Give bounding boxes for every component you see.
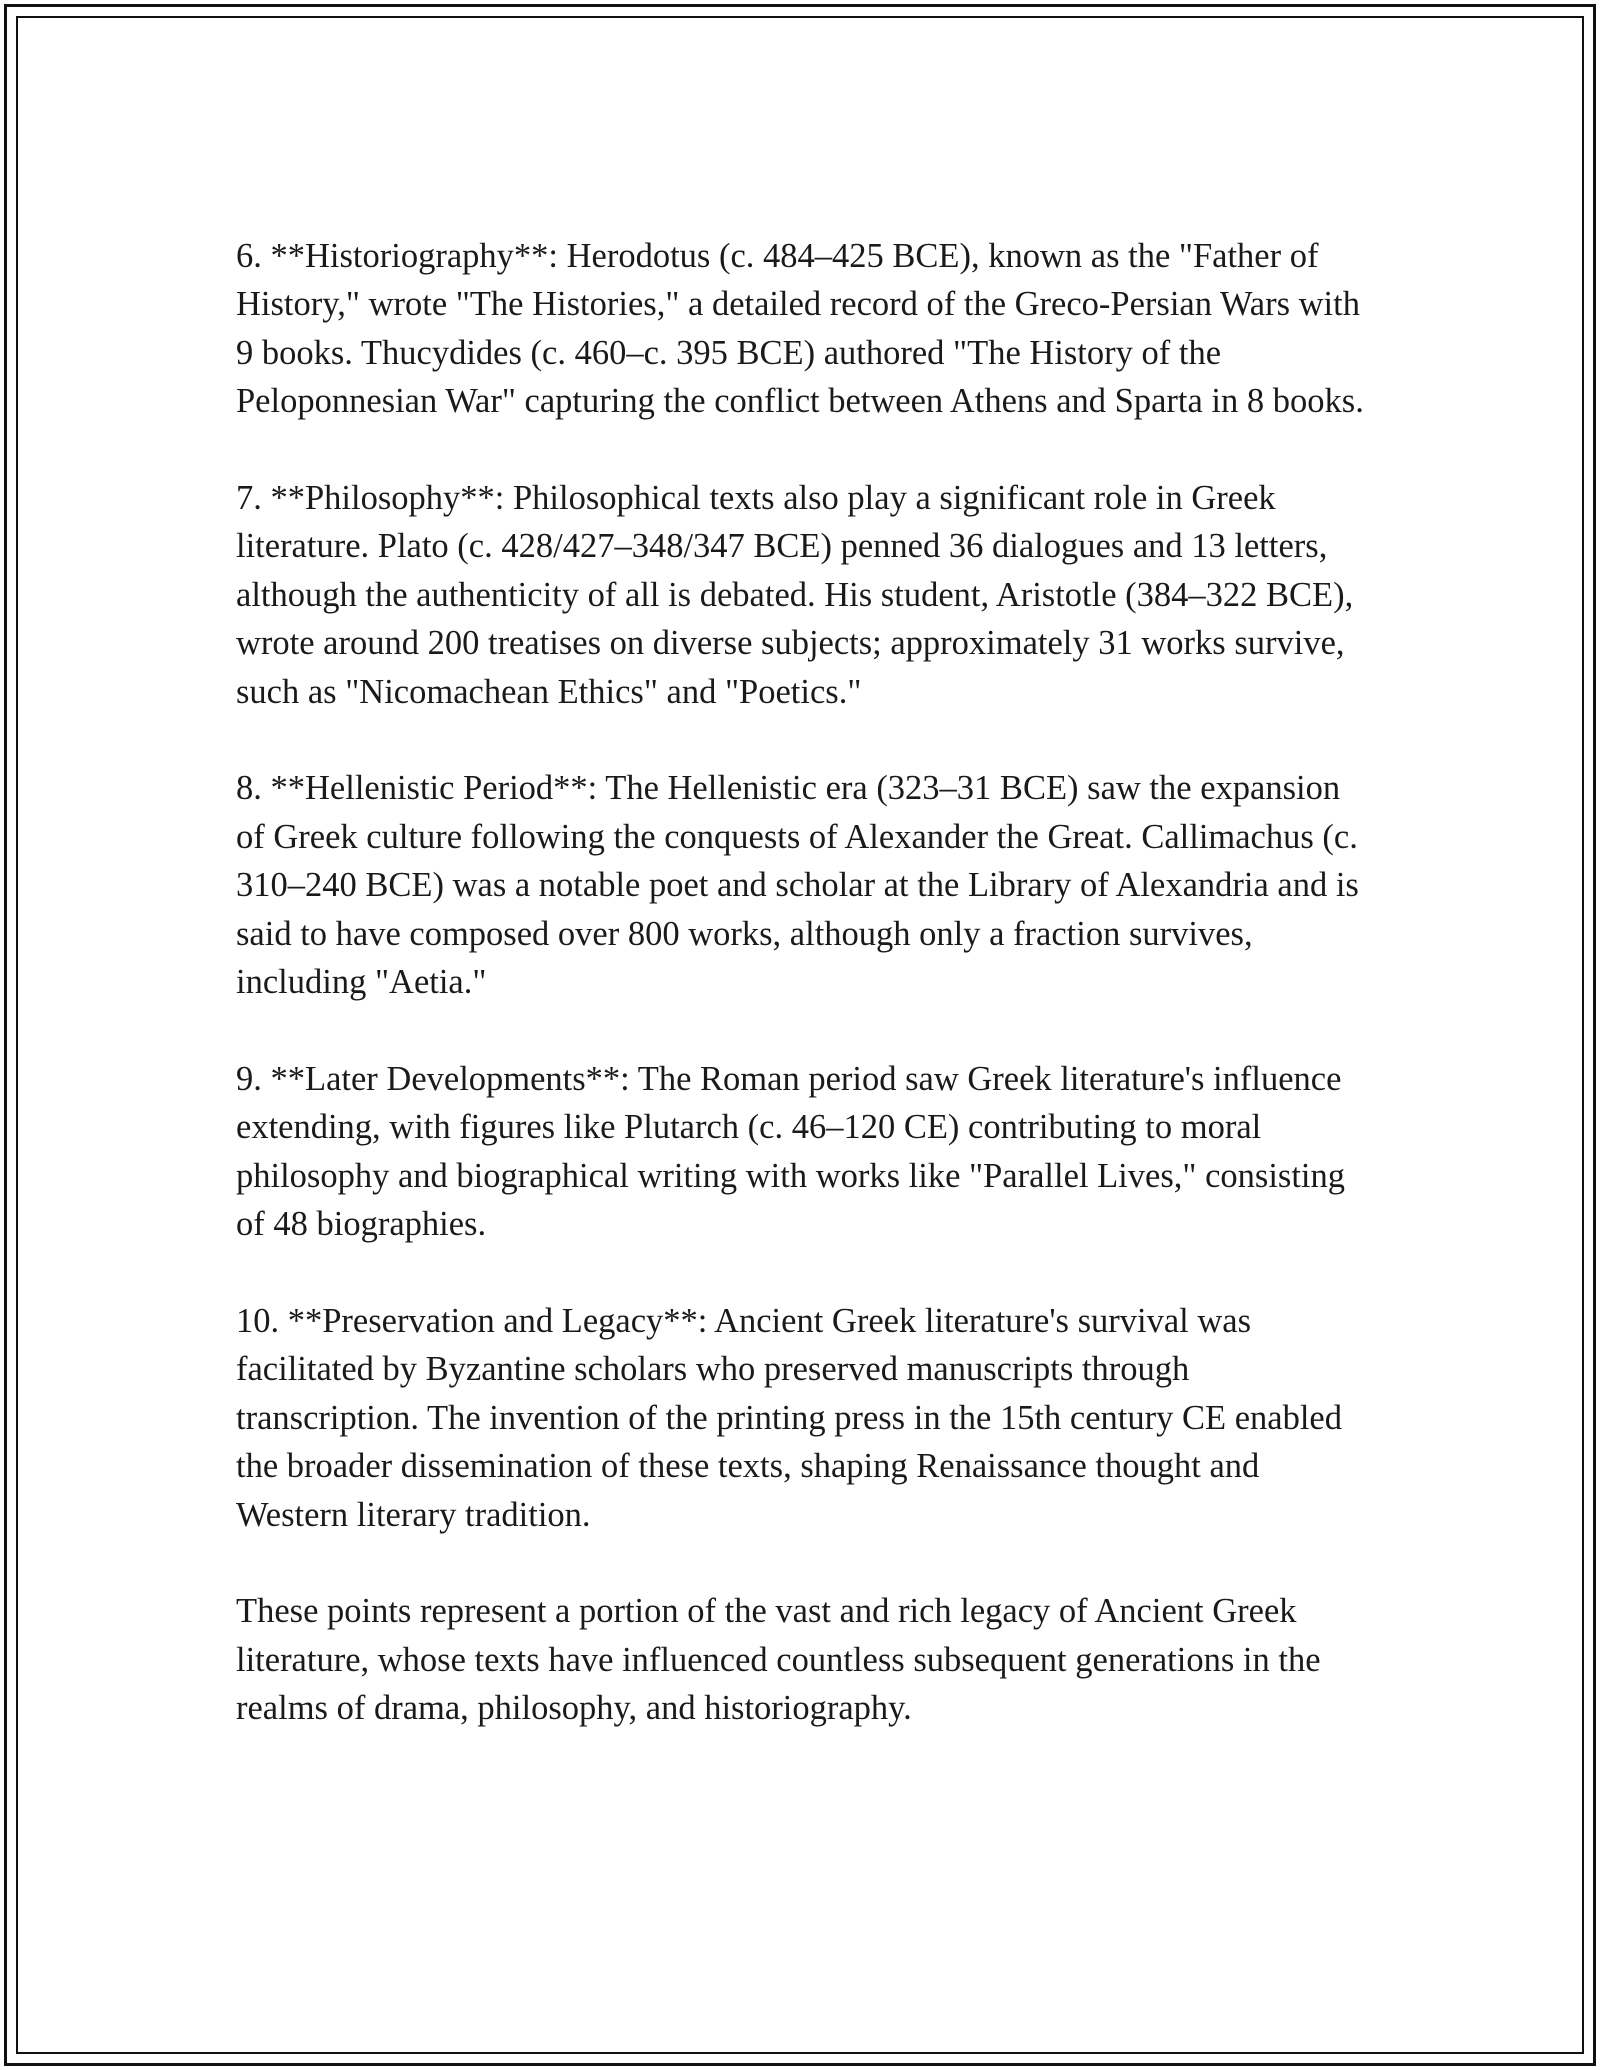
paragraph-historiography: 6. **Historiography**: Herodotus (c. 484–425 BCE), known as the "Father of History," wrote "The Histories," a detailed record of the Greco-Persian Wars with 9 books. Thucydides (c. 460–c. 395 BCE) authored "The History of the Peloponnesian War" capturing the conflict between Athens and Sparta in 8 books. <box>236 237 1364 421</box>
paragraph-later-developments: 9. **Later Developments**: The Roman period saw Greek literature's influence extending, with figures like Plutarch (c. 46–120 CE) contributing to moral philosophy and biographical writing with works like "Parallel Lives," consisting of 48 biographies. <box>236 1059 1346 1244</box>
document-body <box>236 232 1376 1733</box>
paragraph-hellenistic-period: 8. **Hellenistic Period**: The Hellenistic era (323–31 BCE) saw the expansion of Greek culture following the conquests of Alexander the Great. Callimachus (c. 310–240 BCE) was a notable poet and scholar at the Library of Alexandria and is said to have composed over 800 works, although only a fraction survives, including "Aetia." <box>236 769 1359 1002</box>
paragraph-conclusion: These points represent a portion of the vast and rich legacy of Ancient Greek literature, whose texts have influenced countless subsequent generations in the realms of drama, philosophy, and historiography. <box>236 1592 1321 1728</box>
paragraph-preservation-and-legacy: 10. **Preservation and Legacy**: Ancient Greek literature's survival was facilitated by Byzantine scholars who preserved manuscripts through transcription. The invention of the printing press in the 15th century CE enabled the broader dissemination of these texts, shaping Renaissance thought and Western literary tradition. <box>236 1301 1342 1534</box>
paragraph-philosophy: 7. **Philosophy**: Philosophical texts also play a significant role in Greek literature. Plato (c. 428/427–348/347 BCE) penned 36 dialogues and 13 letters, although the authenticity of all is debated. His student, Aristotle (384–322 BCE), wrote around 200 treatises on diverse subjects; approximately 31 works survive, such as "Nicomachean Ethics" and "Poetics." <box>236 479 1354 711</box>
